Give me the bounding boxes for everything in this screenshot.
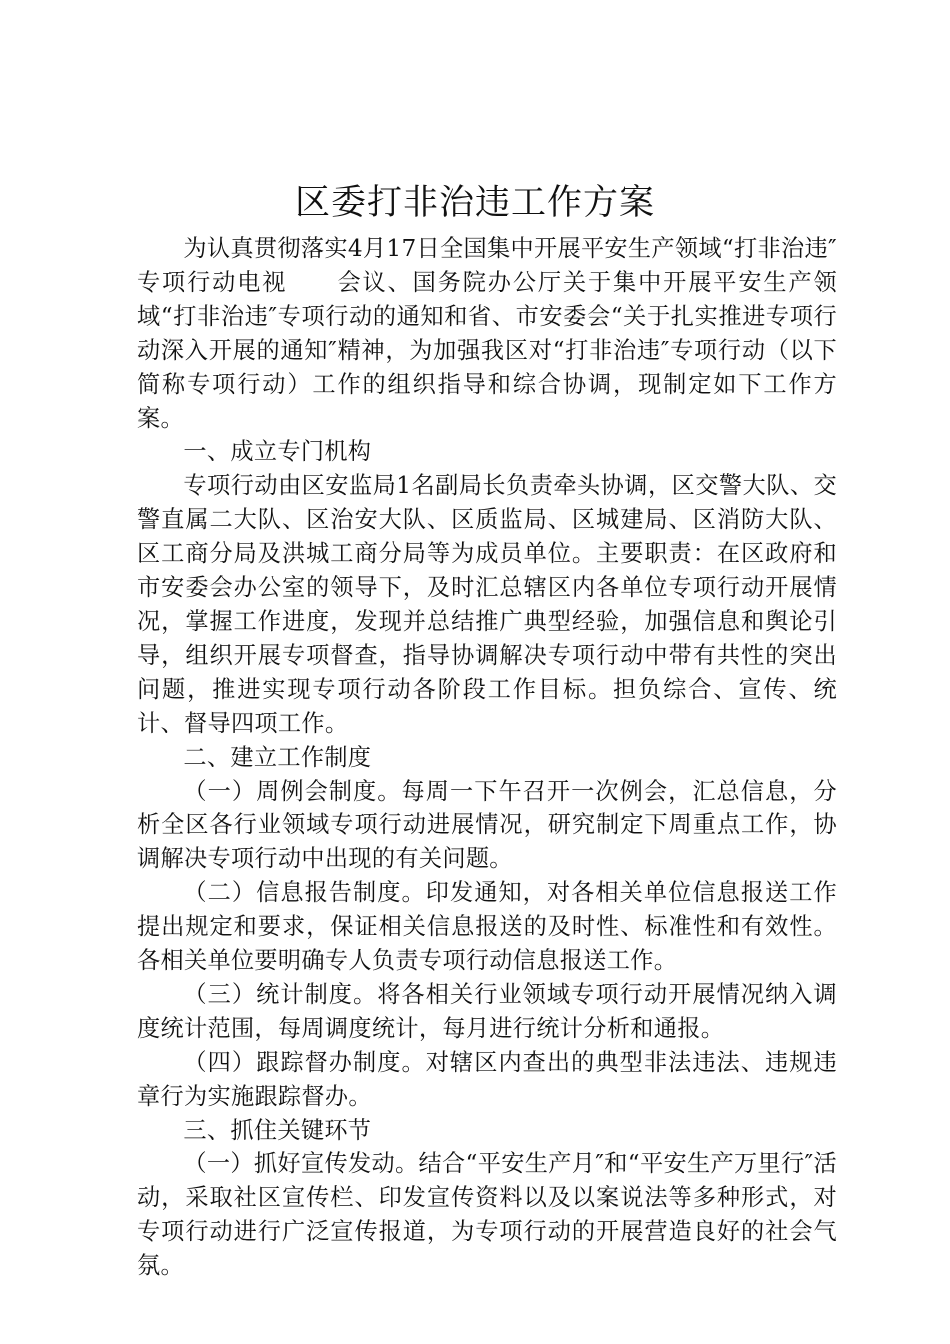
section-2-item-4: （四）跟踪督办制度。对辖区内查出的典型非法违法、违规违章行为实施跟踪督办。 (137, 1048, 837, 1110)
section-2-item-2: （二）信息报告制度。印发通知，对各相关单位信息报送工作提出规定和要求，保证相关信息报送的及时性、标准性和有效性。各相关单位要明确专人负责专项行动信息报送工作。 (137, 879, 837, 975)
section-heading-2: 二、建立工作制度 (183, 743, 372, 771)
intro-paragraph: 为认真贯彻落实4月17日全国集中开展平安生产领域“打非治违″专项行动电视 会议、国务院办公厅关于集中开展平安生产领域“打非治违″专项行动的通知和省、市安委会“关于扎实推进专项行动深入开展的通知″精神，为加强我区对“打非治违″专项行动（以下简称专项行动）工作的组织指导和综合协调，现制定如下工作方案。 (137, 235, 837, 432)
section-heading-3: 三、抓住关键环节 (183, 1116, 372, 1144)
section-heading-1: 一、成立专门机构 (183, 438, 372, 466)
document-title: 区委打非治违工作方案 (294, 183, 655, 223)
section-2-item-1: （一）周例会制度。每周一下午召开一次例会，汇总信息，分析全区各行业领域专项行动进展情况，研究制定下周重点工作，协调解决专项行动中出现的有关问题。 (137, 777, 837, 873)
section-1-paragraph: 专项行动由区安监局1名副局长负责牵头协调，区交警大队、交警直属二大队、区治安大队、区质监局、区城建局、区消防大队、区工商分局及洪城工商分局等为成员单位。主要职责：在区政府和市安委会办公室的领导下，及时汇总辖区内各单位专项行动开展情况，掌握工作进度，发现并总结推广典型经验，加强信息和舆论引导，组织开展专项督查，指导协调解决专项行动中带有共性的突出问题，推进实现专项行动各阶段工作目标。担负综合、宣传、统计、督导四项工作。 (137, 472, 837, 737)
section-3-item-1: （一）抓好宣传发动。结合“平安生产月″和“平安生产万里行″活动，采取社区宣传栏、印发宣传资料以及以案说法等多种形式，对专项行动进行广泛宣传报道，为专项行动的开展营造良好的社会气氛。 (137, 1150, 837, 1280)
section-2-item-3: （三）统计制度。将各相关行业领域专项行动开展情况纳入调度统计范围，每周调度统计，每月进行统计分析和通报。 (137, 980, 837, 1042)
document-body (137, 232, 837, 1283)
